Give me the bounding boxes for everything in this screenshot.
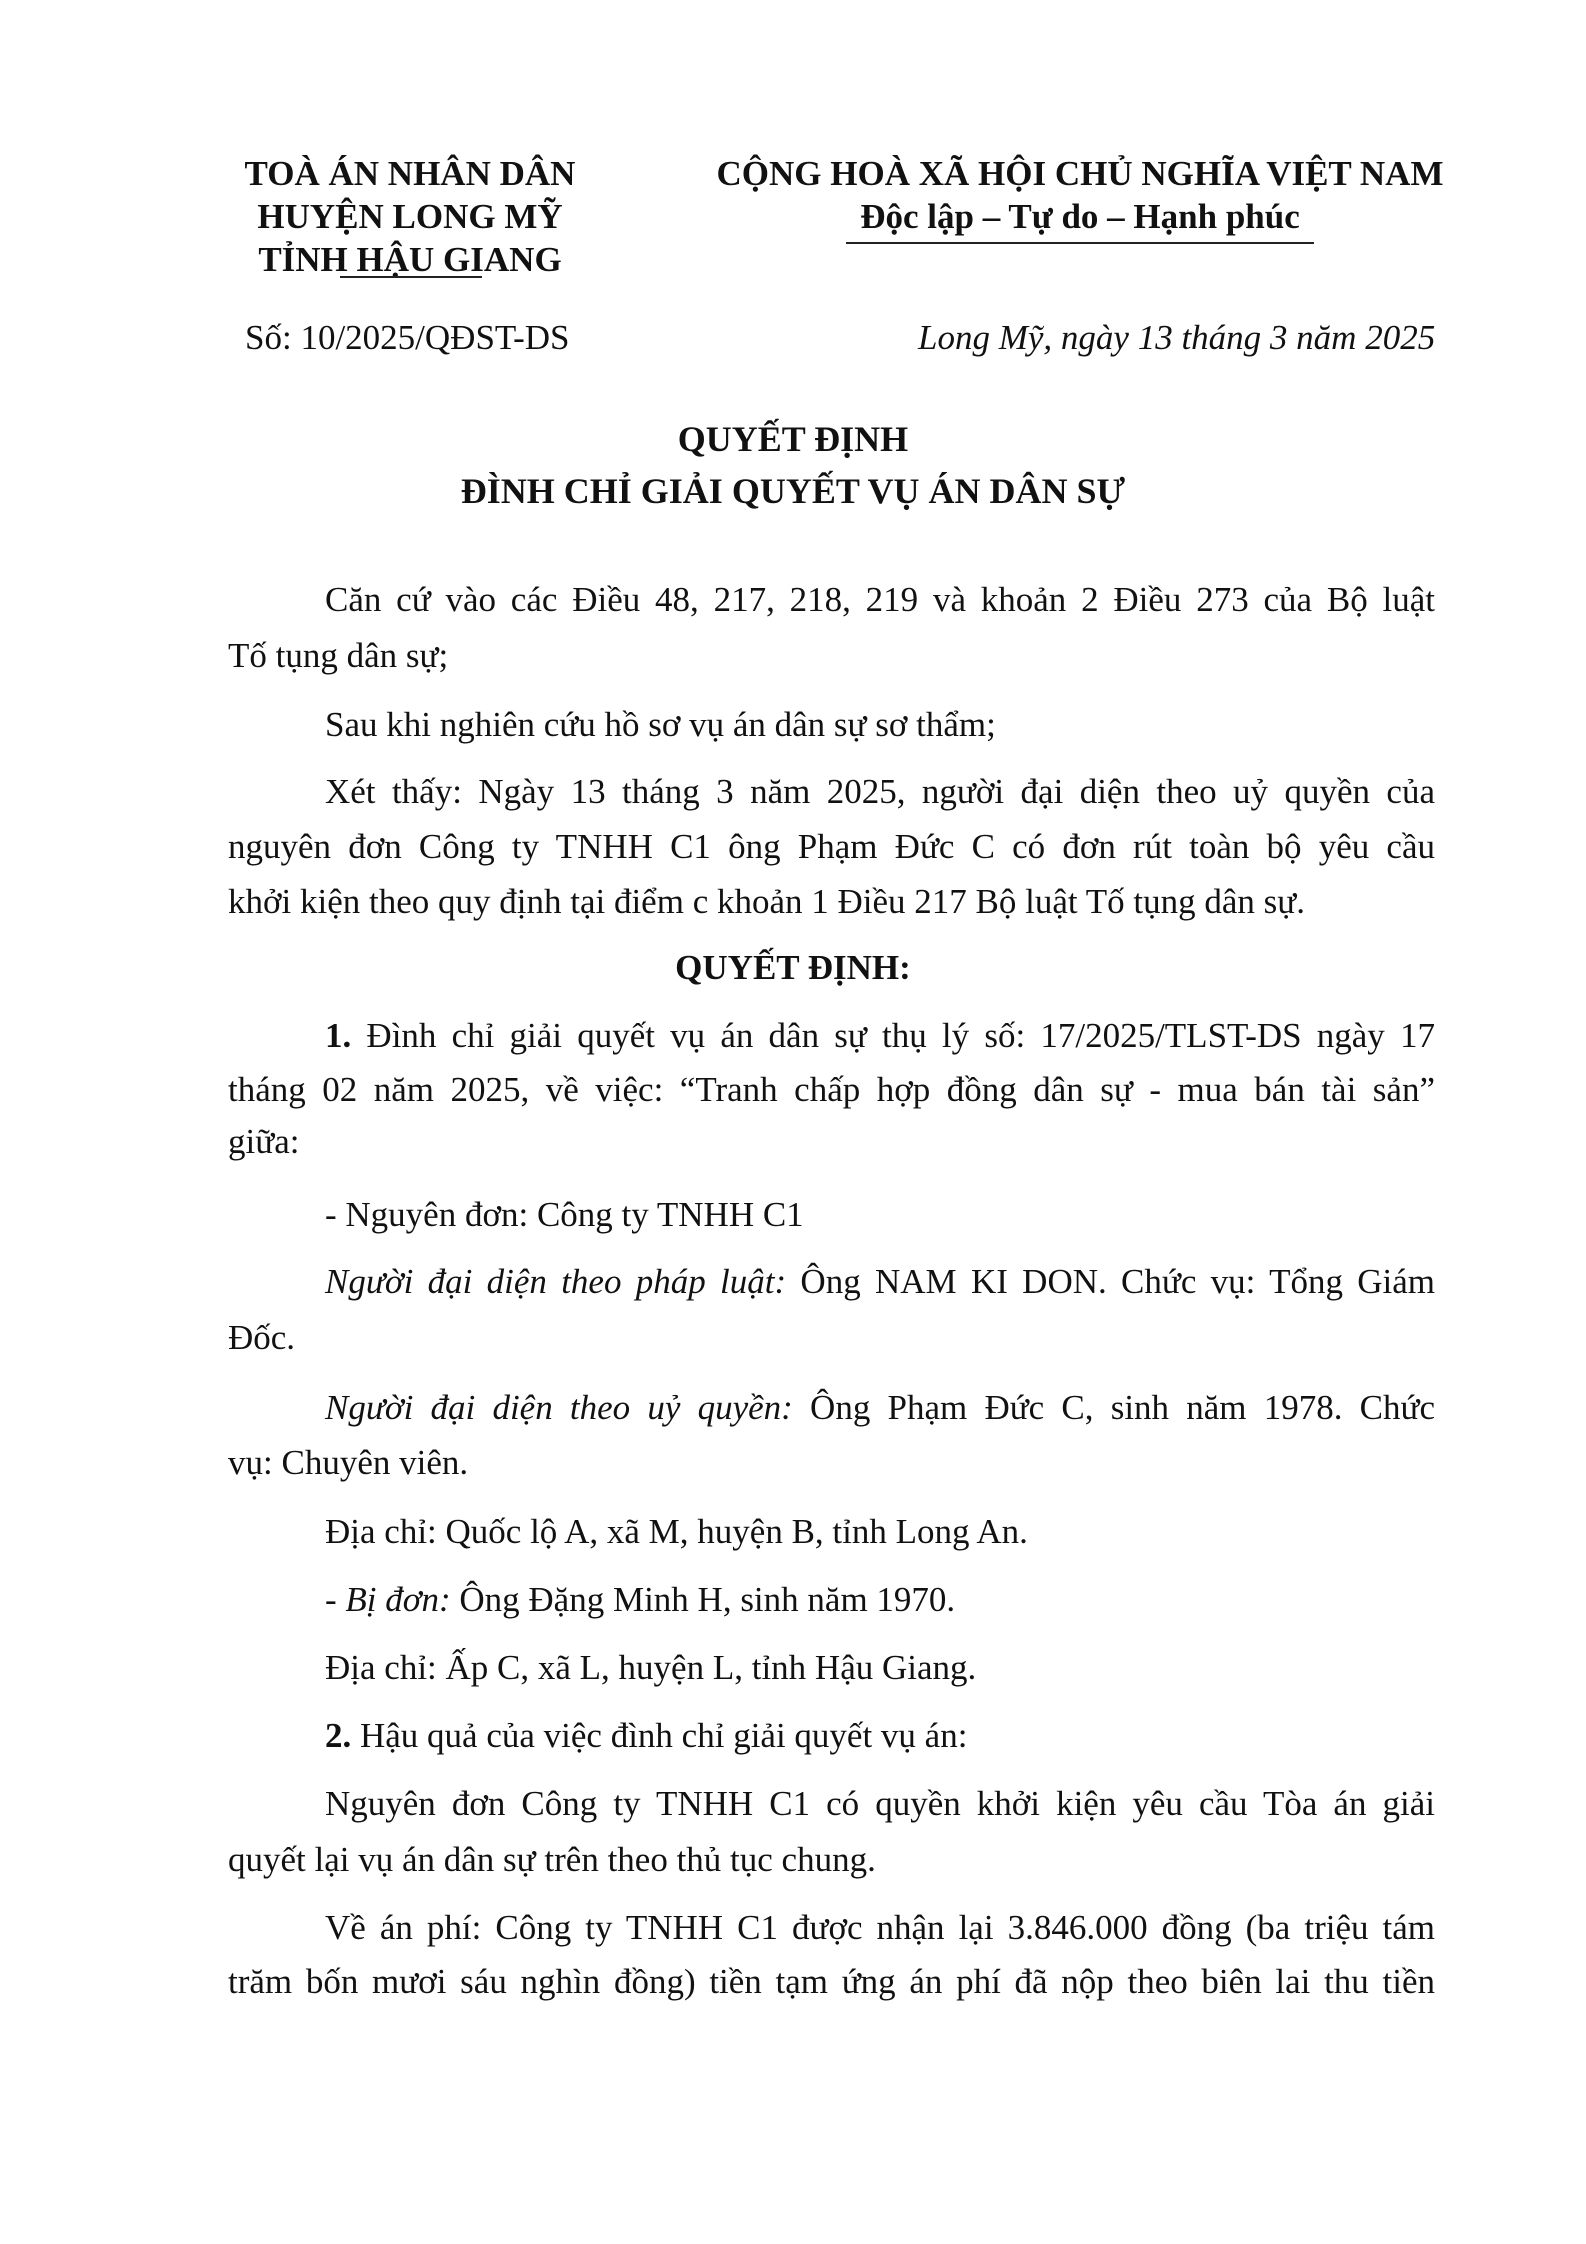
court-line-2: HUYỆN LONG MỸ	[257, 197, 563, 236]
court-name-block	[200, 152, 620, 281]
basis-study: Sau khi nghiên cứu hồ sơ vụ án dân sự sơ thẩm;	[325, 705, 996, 744]
legal-representative-cont: Đốc.	[228, 1318, 296, 1357]
document-number: Số: 10/2025/QĐST-DS	[245, 318, 570, 357]
plaintiff-address: Địa chỉ: Quốc lộ A, xã M, huyện B, tỉnh Long An.	[325, 1512, 1028, 1551]
defendant-address: Địa chỉ: Ấp C, xã L, huyện L, tỉnh Hậu Giang.	[325, 1648, 977, 1687]
item1-line-2: tháng 02 năm 2025, về việc: “Tranh chấp hợp đồng dân sự - mua bán tài sản”	[228, 1070, 1435, 1109]
defendant: - Bị đơn: Ông Đặng Minh H, sinh năm 1970.	[325, 1580, 956, 1619]
court-underline	[340, 276, 482, 278]
nation-title: CỘNG HOÀ XÃ HỘI CHỦ NGHĨA VIỆT NAM	[716, 154, 1444, 193]
court-line-1: TOÀ ÁN NHÂN DÂN	[244, 154, 576, 193]
authorized-representative: Người đại diện theo uỷ quyền: Ông Phạm Đức C, sinh năm 1978. Chức	[325, 1388, 1436, 1427]
decision-title: QUYẾT ĐỊNH	[677, 419, 909, 459]
decision-heading: QUYẾT ĐỊNH:	[675, 948, 911, 987]
authorized-representative-cont: vụ: Chuyên viên.	[228, 1443, 469, 1482]
place-and-date: Long Mỹ, ngày 13 tháng 3 năm 2025	[918, 318, 1436, 357]
item1-line-1: 1. Đình chỉ giải quyết vụ án dân sự thụ lý số: 17/2025/TLST-DS ngày 17	[325, 1016, 1435, 1055]
basis-legal-line-1: Căn cứ vào các Điều 48, 217, 218, 219 và khoản 2 Điều 273 của Bộ luật	[325, 580, 1435, 619]
national-motto: Độc lập – Tự do – Hạnh phúc	[860, 197, 1300, 236]
nation-block	[705, 152, 1455, 238]
court-fee-line-2: trăm bốn mươi sáu nghìn đồng) tiền tạm ứng án phí đã nộp theo biên lai thu tiền	[228, 1962, 1435, 2001]
plaintiff: - Nguyên đơn: Công ty TNHH C1	[325, 1195, 804, 1234]
legal-representative: Người đại diện theo pháp luật: Ông NAM KI DON. Chức vụ: Tổng Giám	[325, 1262, 1435, 1301]
court-fee-line-1: Về án phí: Công ty TNHH C1 được nhận lại 3.846.000 đồng (ba triệu tám	[325, 1908, 1435, 1947]
basis-finding-line-2: nguyên đơn Công ty TNHH C1 ông Phạm Đức C có đơn rút toàn bộ yêu cầu	[228, 827, 1435, 866]
item1-line-3: giữa:	[228, 1122, 300, 1161]
item2-rights-line-1: Nguyên đơn Công ty TNHH C1 có quyền khởi kiện yêu cầu Tòa án giải	[325, 1784, 1435, 1823]
basis-finding-line-1: Xét thấy: Ngày 13 tháng 3 năm 2025, người đại diện theo uỷ quyền của	[325, 772, 1435, 811]
item2-heading: 2. Hậu quả của việc đình chỉ giải quyết vụ án:	[325, 1716, 968, 1755]
item2-rights-line-2: quyết lại vụ án dân sự trên theo thủ tục chung.	[228, 1840, 876, 1879]
court-line-3: TỈNH HẬU GIANG	[258, 240, 562, 279]
decision-subtitle: ĐÌNH CHỈ GIẢI QUYẾT VỤ ÁN DÂN SỰ	[460, 471, 1126, 511]
motto-underline	[846, 242, 1314, 244]
basis-finding-line-3: khởi kiện theo quy định tại điểm c khoản 1 Điều 217 Bộ luật Tố tụng dân sự.	[228, 882, 1305, 921]
basis-legal-line-2: Tố tụng dân sự;	[228, 636, 449, 675]
